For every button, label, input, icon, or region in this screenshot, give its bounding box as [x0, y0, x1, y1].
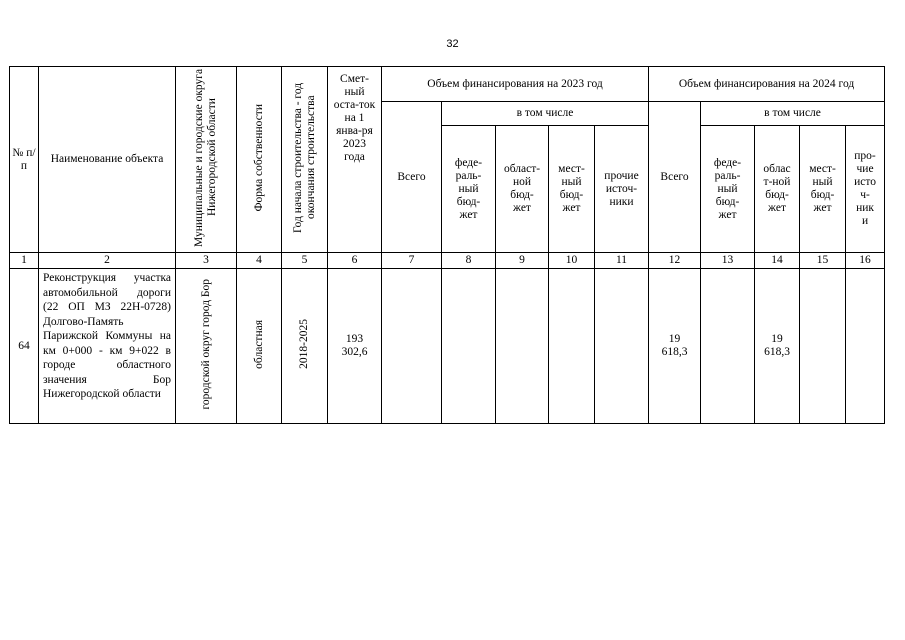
header-local-2024: мест-ный бюд-жет — [800, 126, 846, 253]
header-funding-2023: Объем финансирования на 2023 год — [382, 67, 649, 102]
header-federal-2024: феде-раль-ный бюд-жет — [701, 126, 755, 253]
page-number: 32 — [446, 38, 459, 50]
column-number: 14 — [755, 253, 800, 269]
other-2024 — [846, 269, 885, 424]
estimated-balance: 193 302,6 — [328, 269, 382, 424]
header-years: Год начала строительства - год окончания строительства — [282, 67, 328, 253]
header-ownership: Форма собственности — [237, 67, 282, 253]
object-name: Реконструкция участка автомобильной дороги (22 ОП МЗ 22Н-0728) Долгово-Память Парижской Коммуны на км 0+000 - км 9+022 в городе областного значения Бор Нижегородской области — [39, 269, 176, 424]
column-number: 5 — [282, 253, 328, 269]
total-2024: 19 618,3 — [649, 269, 701, 424]
row-number: 64 — [10, 269, 39, 424]
header-total-2023: Всего — [382, 102, 442, 253]
column-number: 6 — [328, 253, 382, 269]
local-2024 — [800, 269, 846, 424]
column-number: 3 — [176, 253, 237, 269]
header-funding-2024: Объем финансирования на 2024 год — [649, 67, 885, 102]
local-2023 — [549, 269, 595, 424]
funding-table — [9, 66, 885, 424]
total-2023 — [382, 269, 442, 424]
column-number: 8 — [442, 253, 496, 269]
column-number: 10 — [549, 253, 595, 269]
ownership: областная — [237, 269, 282, 424]
header-num: № п/п — [10, 67, 39, 253]
column-number: 1 — [10, 253, 39, 269]
header-name: Наименование объекта — [39, 67, 176, 253]
column-number: 4 — [237, 253, 282, 269]
column-number: 11 — [595, 253, 649, 269]
header-other-2023: прочие источ-ники — [595, 126, 649, 253]
column-number: 9 — [496, 253, 549, 269]
header-local-2023: мест-ный бюд-жет — [549, 126, 595, 253]
table-row — [10, 269, 885, 424]
column-number: 2 — [39, 253, 176, 269]
header-balance: Смет-ный оста-ток на 1 янва-ря 2023 года — [328, 67, 382, 253]
header-total-2024: Всего — [649, 102, 701, 253]
header-including-2024: в том числе — [701, 102, 885, 126]
header-including-2023: в том числе — [442, 102, 649, 126]
column-number: 13 — [701, 253, 755, 269]
regional-2023 — [496, 269, 549, 424]
construction-years: 2018-2025 — [282, 269, 328, 424]
header-regional-2023: област-ной бюд-жет — [496, 126, 549, 253]
column-number: 12 — [649, 253, 701, 269]
municipality: городской округ город Бор — [176, 269, 237, 424]
regional-2024: 19 618,3 — [755, 269, 800, 424]
other-2023 — [595, 269, 649, 424]
federal-2023 — [442, 269, 496, 424]
header-other-2024: про-чие исто ч-ник и — [846, 126, 885, 253]
header-regional-2024: облас т-ной бюд-жет — [755, 126, 800, 253]
column-number: 15 — [800, 253, 846, 269]
column-number: 7 — [382, 253, 442, 269]
header-municipality: Муниципальные и городские округа Нижегородской области — [176, 67, 237, 253]
federal-2024 — [701, 269, 755, 424]
column-number: 16 — [846, 253, 885, 269]
header-federal-2023: феде-раль-ный бюд-жет — [442, 126, 496, 253]
